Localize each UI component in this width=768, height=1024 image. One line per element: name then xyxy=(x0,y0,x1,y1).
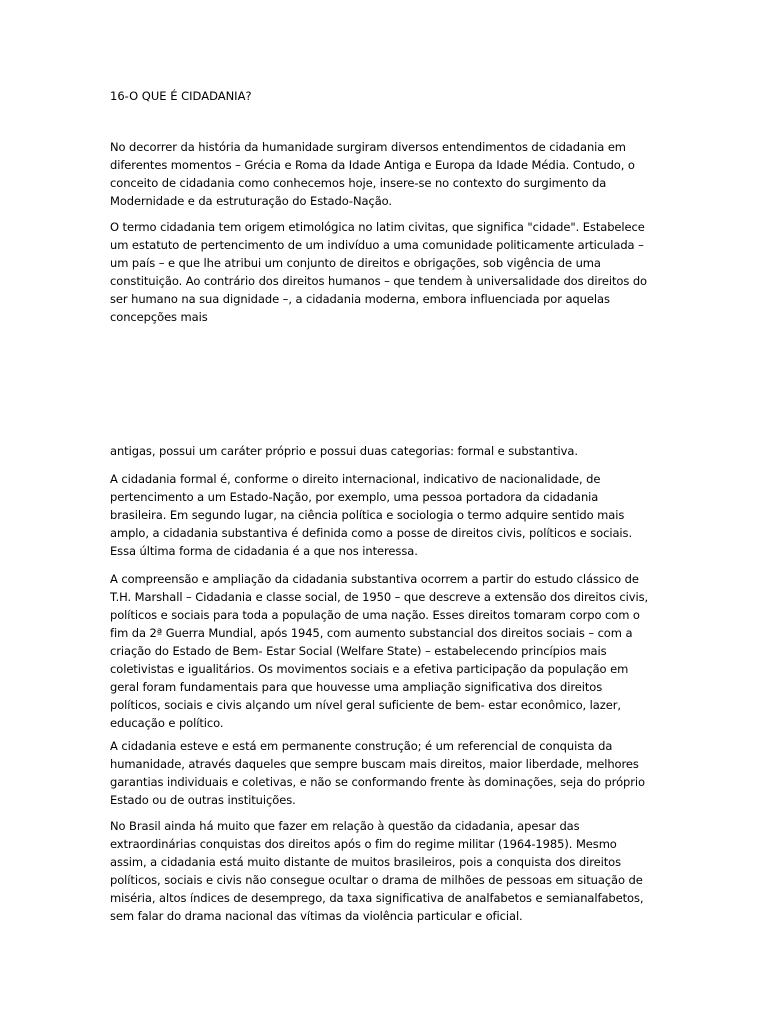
paragraph-1 xyxy=(110,138,662,210)
text-line: criação do Estado de Bem- Estar Social (Welfare State) – estabelecendo princípios mais xyxy=(110,644,607,658)
paragraph-6 xyxy=(110,737,662,809)
text-line: O termo cidadania tem origem etimológica no latim civitas, que significa "cidade". Estabelece xyxy=(110,220,645,234)
text-line: A cidadania esteve e está em permanente construção; é um referencial de conquista da xyxy=(110,739,613,753)
text-line: humanidade, através daqueles que sempre buscam mais direitos, maior liberdade, melhores xyxy=(110,757,639,771)
text-line: pertencimento a um Estado-Nação, por exemplo, uma pessoa portadora da cidadania xyxy=(110,490,599,504)
paragraph-2 xyxy=(110,218,662,326)
text-line: diferentes momentos – Grécia e Roma da Idade Antiga e Europa da Idade Média. Contudo, o xyxy=(110,158,635,172)
text-line: miséria, altos índices de desemprego, da taxa significativa de analfabetos e semianalfabetos, xyxy=(110,891,644,905)
text-line: A compreensão e ampliação da cidadania substantiva ocorrem a partir do estudo clássico de xyxy=(110,572,639,586)
text-line: amplo, a cidadania substantiva é definida como a posse de direitos civis, políticos e sociais. xyxy=(110,526,633,540)
text-line: No Brasil ainda há muito que fazer em relação à questão da cidadania, apesar das xyxy=(110,819,580,833)
text-line: antigas, possui um caráter próprio e possui duas categorias: formal e substantiva. xyxy=(110,444,578,458)
document-title: 16-O QUE É CIDADANIA? xyxy=(110,89,252,103)
text-line: ser humano na sua dignidade –, a cidadania moderna, embora influenciada por aquelas xyxy=(110,292,610,306)
text-line: assim, a cidadania está muito distante de muitos brasileiros, pois a conquista dos direitos xyxy=(110,855,622,869)
text-line: políticos, sociais e civis não consegue ocultar o drama de milhões de pessoas em situação de xyxy=(110,873,643,887)
text-line: conceito de cidadania como conhecemos hoje, insere-se no contexto do surgimento da xyxy=(110,176,607,190)
text-line: Modernidade e da estruturação do Estado-Nação. xyxy=(110,194,393,208)
text-line: concepções mais xyxy=(110,310,208,324)
text-line: constituição. Ao contrário dos direitos humanos – que tendem à universalidade dos direitos do xyxy=(110,274,647,288)
text-line: um país – e que lhe atribui um conjunto de direitos e obrigações, sob vigência de uma xyxy=(110,256,601,270)
text-line: políticos, sociais e civis alçando um nível geral suficiente de bem- estar econômico, lazer, xyxy=(110,698,621,712)
text-line: extraordinárias conquistas dos direitos após o fim do regime militar (1964-1985). Mesmo xyxy=(110,837,617,851)
text-line: T.H. Marshall – Cidadania e classe social, de 1950 – que descreve a extensão dos direitos civis, xyxy=(110,590,649,604)
text-line: fim da 2ª Guerra Mundial, após 1945, com aumento substancial dos direitos sociais – com a xyxy=(110,626,633,640)
text-line: um estatuto de pertencimento de um indivíduo a uma comunidade politicamente articulada – xyxy=(110,238,644,252)
text-line: geral foram fundamentais para que houvesse uma ampliação significativa dos direitos xyxy=(110,680,603,694)
paragraph-5 xyxy=(110,570,662,732)
paragraph-7 xyxy=(110,817,662,925)
text-line: sem falar do drama nacional das vítimas da violência particular e oficial. xyxy=(110,909,523,923)
text-line: brasileira. Em segundo lugar, na ciência política e sociologia o termo adquire sentido mais xyxy=(110,508,625,522)
text-line: garantias individuais e coletivas, e não se conformando frente às dominações, seja do próprio xyxy=(110,775,645,789)
text-line: coletivistas e igualitários. Os movimentos sociais e a efetiva participação da população em xyxy=(110,662,629,676)
text-line: políticos e sociais para toda a população de uma nação. Esses direitos tomaram corpo com o xyxy=(110,608,640,622)
paragraph-4 xyxy=(110,470,662,560)
paragraph-3 xyxy=(110,442,662,460)
text-line: A cidadania formal é, conforme o direito internacional, indicativo de nacionalidade, de xyxy=(110,472,601,486)
text-line: No decorrer da história da humanidade surgiram diversos entendimentos de cidadania em xyxy=(110,140,626,154)
text-line: Essa última forma de cidadania é a que nos interessa. xyxy=(110,544,418,558)
text-line: Estado ou de outras instituições. xyxy=(110,793,296,807)
text-line: educação e político. xyxy=(110,716,224,730)
